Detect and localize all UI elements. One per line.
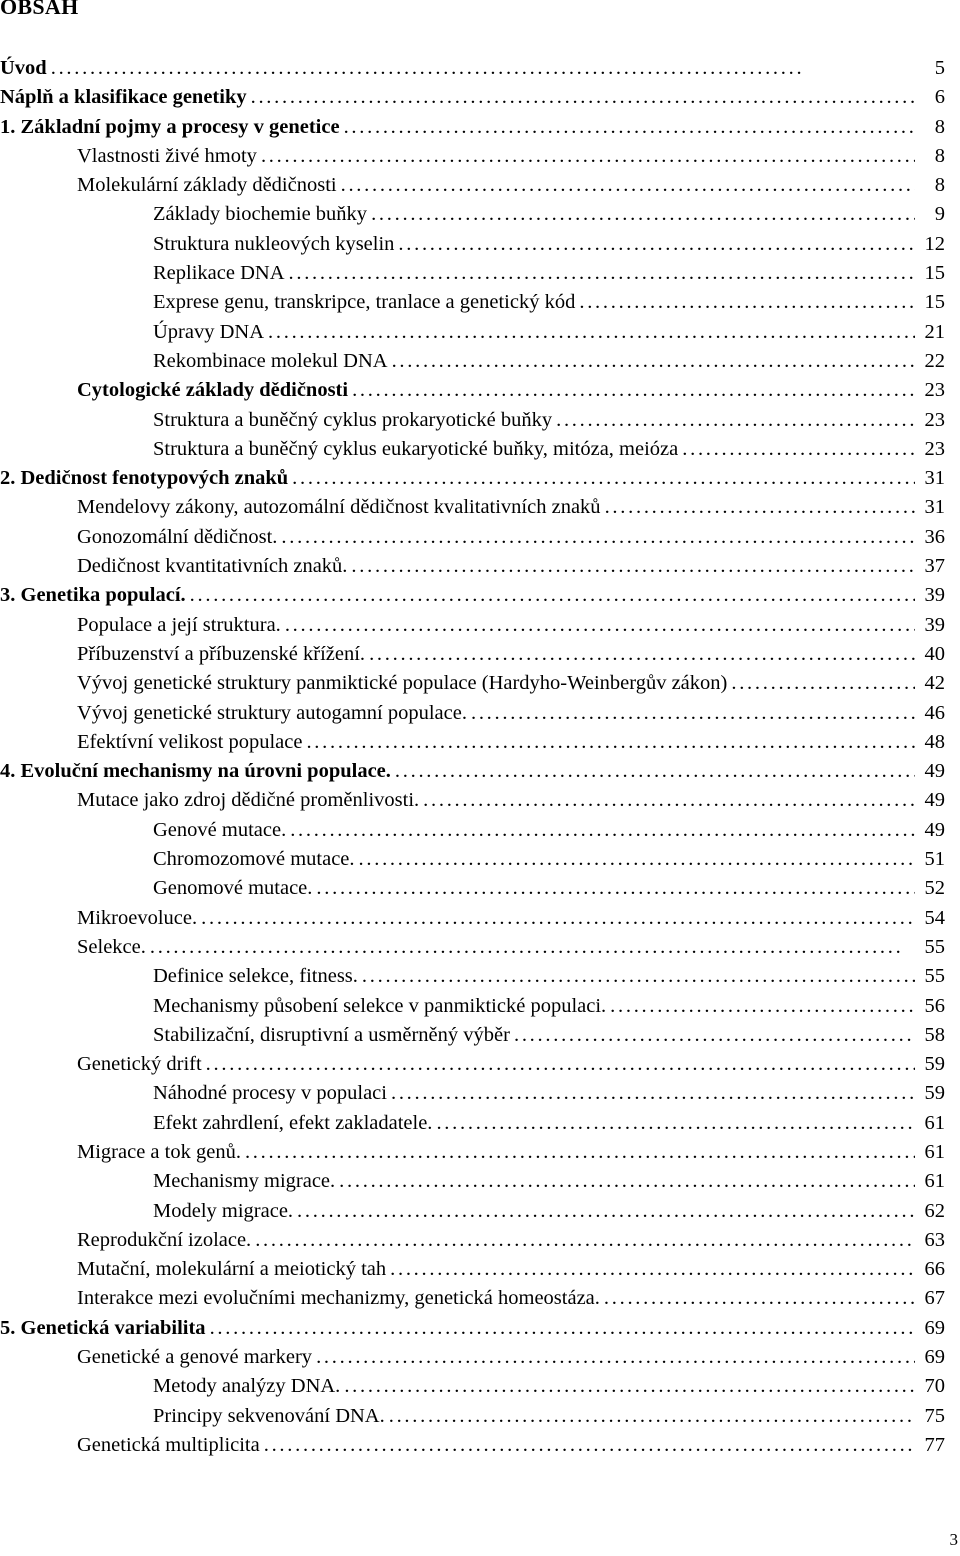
toc-entry-page: 31 <box>924 496 945 519</box>
toc-entry-label: Úpravy DNA <box>153 320 265 343</box>
toc-dot-leader <box>206 1050 915 1079</box>
toc-entry[interactable] <box>0 992 945 1021</box>
toc-dot-leader <box>390 1255 915 1284</box>
toc-entry-page: 55 <box>924 965 945 988</box>
toc-entry[interactable] <box>0 816 945 845</box>
toc-entry-page: 66 <box>924 1258 945 1281</box>
toc-entry-label: Efektívní velikost populace <box>77 730 303 753</box>
toc-entry[interactable] <box>0 1402 945 1431</box>
toc-entry-label: Definice selekce, fitness. <box>153 965 358 988</box>
toc-entry[interactable] <box>0 874 945 903</box>
toc-entry-page: 37 <box>924 555 945 578</box>
toc-entry-page: 23 <box>924 408 945 431</box>
toc-entry-label: Vlastnosti živé hmoty <box>77 144 257 167</box>
toc-entry-page: 21 <box>924 320 945 343</box>
toc-entry-label: Náplň a klasifikace genetiky <box>0 86 247 109</box>
toc-entry[interactable] <box>0 1255 945 1284</box>
toc-entry-label: Exprese genu, transkripce, tranlace a genetický kód <box>153 291 576 314</box>
toc-entry-page: 40 <box>924 642 945 665</box>
toc-dot-leader <box>351 552 915 581</box>
toc-entry-page: 61 <box>924 1140 945 1163</box>
toc-dot-leader <box>344 1372 915 1401</box>
toc-entry-page: 70 <box>924 1375 945 1398</box>
toc-entry-page: 6 <box>934 86 945 109</box>
toc-dot-leader <box>306 728 915 757</box>
toc-entry[interactable] <box>0 786 945 815</box>
toc-entry-label: Genomové mutace. <box>153 877 313 900</box>
toc-entry-page: 5 <box>934 57 945 79</box>
toc-entry-page: 23 <box>924 437 945 460</box>
toc-entry-page: 52 <box>924 877 945 900</box>
toc-entry-label: 3. Genetika populací. <box>0 584 186 607</box>
toc-entry-page: 23 <box>924 379 945 402</box>
toc-entry-page: 22 <box>924 349 945 372</box>
toc-dot-leader <box>150 933 915 962</box>
toc-entry[interactable] <box>0 1343 945 1372</box>
toc-entry-page: 39 <box>924 613 945 636</box>
toc-dot-leader <box>398 230 915 259</box>
toc-dot-leader <box>297 1197 915 1226</box>
toc-entry-page: 61 <box>924 1111 945 1134</box>
table-of-contents <box>0 54 945 1460</box>
toc-entry-label: Příbuzenství a příbuzenské křížení. <box>77 642 366 665</box>
toc-entry[interactable] <box>0 933 945 962</box>
toc-dot-leader <box>268 318 915 347</box>
toc-dot-leader <box>604 1284 915 1313</box>
toc-entry[interactable] <box>0 904 945 933</box>
toc-entry-label: 5. Genetická variabilita <box>0 1316 206 1339</box>
toc-entry-label: Replikace DNA <box>153 262 285 285</box>
toc-dot-leader <box>51 54 915 83</box>
toc-entry[interactable] <box>0 1021 945 1050</box>
toc-entry-page: 49 <box>924 760 945 783</box>
toc-entry-page: 49 <box>924 789 945 812</box>
toc-entry-label: Struktura a buněčný cyklus prokaryotické buňky <box>153 408 553 431</box>
toc-dot-leader <box>201 904 915 933</box>
toc-entry[interactable] <box>0 669 945 698</box>
toc-entry[interactable] <box>0 1314 945 1343</box>
toc-entry-page: 31 <box>924 467 945 490</box>
toc-entry-label: Interakce mezi evolučními mechanizmy, genetická homeostáza. <box>77 1287 600 1310</box>
toc-entry-label: Molekulární základy dědičnosti <box>77 174 337 197</box>
toc-entry-page: 59 <box>924 1053 945 1076</box>
toc-dot-leader <box>251 83 915 112</box>
toc-entry-label: Efekt zahrdlení, efekt zakladatele. <box>153 1111 433 1134</box>
page-number: 3 <box>949 1530 958 1549</box>
toc-entry-page: 56 <box>924 994 945 1017</box>
toc-dot-leader <box>316 874 915 903</box>
toc-entry[interactable] <box>0 845 945 874</box>
toc-dot-leader <box>281 523 915 552</box>
toc-entry[interactable] <box>0 171 945 200</box>
toc-entry-page: 39 <box>924 584 945 607</box>
toc-entry[interactable] <box>0 259 945 288</box>
toc-dot-leader <box>436 1109 915 1138</box>
toc-entry-label: Úvod <box>0 57 47 79</box>
toc-dot-leader <box>289 259 916 288</box>
toc-entry-label: Vývoj genetické struktury panmiktické populace (Hardyho-Weinbergův zákon) <box>77 672 728 695</box>
toc-dot-leader <box>395 757 915 786</box>
toc-entry-page: 48 <box>924 730 945 753</box>
toc-entry[interactable] <box>0 435 945 464</box>
toc-entry-label: Dedičnost kvantitativních znaků. <box>77 555 348 578</box>
toc-entry-label: Mendelovy zákony, autozomální dědičnost kvalitativních znaků <box>77 496 601 519</box>
toc-dot-leader <box>371 200 915 229</box>
toc-entry-page: 77 <box>924 1433 945 1456</box>
toc-entry-label: Mechanismy migrace. <box>153 1170 336 1193</box>
toc-entry-label: Genové mutace. <box>153 818 287 841</box>
toc-entry[interactable] <box>0 1284 945 1313</box>
toc-entry[interactable] <box>0 699 945 728</box>
toc-entry-page: 42 <box>924 672 945 695</box>
toc-entry-label: Vývoj genetické struktury autogamní populace. <box>77 701 467 724</box>
toc-entry-label: Reprodukční izolace. <box>77 1228 252 1251</box>
toc-dot-leader <box>362 962 915 991</box>
toc-dot-leader <box>389 1402 915 1431</box>
toc-dot-leader <box>731 669 915 698</box>
toc-entry-page: 36 <box>924 525 945 548</box>
toc-entry-page: 67 <box>924 1287 945 1310</box>
toc-entry-label: 2. Dedičnost fenotypových znaků <box>0 467 289 490</box>
toc-entry-page: 54 <box>924 906 945 929</box>
page-title: OBSAH <box>0 0 79 19</box>
toc-entry-label: Metody analýzy DNA. <box>153 1375 341 1398</box>
toc-entry-label: Genetické a genové markery <box>77 1346 313 1369</box>
toc-entry-label: Selekce. <box>77 935 146 958</box>
toc-entry[interactable] <box>0 493 945 522</box>
toc-dot-leader <box>261 142 915 171</box>
toc-dot-leader <box>392 347 915 376</box>
toc-entry-label: Chromozomové mutace. <box>153 848 355 871</box>
toc-entry-label: Cytologické základy dědičnosti <box>77 379 349 402</box>
toc-entry[interactable] <box>0 1197 945 1226</box>
toc-entry[interactable] <box>0 1050 945 1079</box>
toc-entry-page: 59 <box>924 1082 945 1105</box>
toc-entry[interactable] <box>0 54 945 83</box>
toc-dot-leader <box>369 640 915 669</box>
toc-entry-label: Struktura a buněčný cyklus eukaryotické buňky, mitóza, meióza <box>153 437 679 460</box>
toc-entry[interactable] <box>0 376 945 405</box>
toc-entry[interactable] <box>0 728 945 757</box>
toc-entry-label: Rekombinace molekul DNA <box>153 349 388 372</box>
toc-entry[interactable] <box>0 1079 945 1108</box>
toc-entry-page: 15 <box>924 262 945 285</box>
toc-dot-leader <box>514 1021 915 1050</box>
toc-dot-leader <box>391 1079 915 1108</box>
toc-dot-leader <box>341 171 915 200</box>
toc-entry[interactable] <box>0 142 945 171</box>
toc-entry-page: 12 <box>924 232 945 255</box>
toc-dot-leader <box>339 1167 915 1196</box>
toc-dot-leader <box>359 845 915 874</box>
toc-entry-label: Migrace a tok genů. <box>77 1140 241 1163</box>
toc-entry-label: Stabilizační, disruptivní a usměrněný výběr <box>153 1023 510 1046</box>
toc-entry-page: 58 <box>924 1023 945 1046</box>
toc-dot-leader <box>471 699 915 728</box>
toc-entry[interactable] <box>0 464 945 493</box>
toc-entry-page: 75 <box>924 1404 945 1427</box>
toc-entry[interactable] <box>0 318 945 347</box>
toc-dot-leader <box>556 406 915 435</box>
toc-entry-label: Mechanismy působení selekce v panmiktické populaci. <box>153 994 607 1017</box>
toc-entry[interactable] <box>0 200 945 229</box>
toc-dot-leader <box>605 493 915 522</box>
toc-dot-leader <box>210 1314 915 1343</box>
toc-entry-label: Základy biochemie buňky <box>153 203 368 226</box>
toc-entry[interactable] <box>0 406 945 435</box>
toc-dot-leader <box>292 464 915 493</box>
toc-entry-page: 62 <box>924 1199 945 1222</box>
toc-entry-page: 49 <box>924 818 945 841</box>
toc-entry-page: 69 <box>924 1346 945 1369</box>
toc-entry[interactable] <box>0 611 945 640</box>
toc-entry[interactable] <box>0 288 945 317</box>
toc-dot-leader <box>245 1138 915 1167</box>
toc-entry-page: 15 <box>924 291 945 314</box>
toc-dot-leader <box>352 376 915 405</box>
toc-entry[interactable] <box>0 581 945 610</box>
toc-entry-page: 8 <box>934 144 945 167</box>
toc-entry[interactable] <box>0 113 945 142</box>
toc-entry-page: 63 <box>924 1228 945 1251</box>
toc-entry-page: 69 <box>924 1316 945 1339</box>
toc-entry[interactable] <box>0 1109 945 1138</box>
toc-entry-label: Modely migrace. <box>153 1199 294 1222</box>
toc-entry[interactable] <box>0 962 945 991</box>
toc-dot-leader <box>255 1226 915 1255</box>
toc-entry-page: 51 <box>924 848 945 871</box>
toc-entry-page: 9 <box>934 203 945 226</box>
toc-entry-label: Struktura nukleových kyselin <box>153 232 395 255</box>
toc-entry-label: 1. Základní pojmy a procesy v genetice <box>0 115 340 138</box>
toc-entry[interactable] <box>0 1226 945 1255</box>
toc-entry-label: 4. Evoluční mechanismy na úrovni populace. <box>0 760 391 783</box>
toc-entry[interactable] <box>0 640 945 669</box>
toc-dot-leader <box>285 611 915 640</box>
toc-entry[interactable] <box>0 1372 945 1401</box>
toc-entry-label: Mutace jako zdroj dědičné proměnlivosti. <box>77 789 420 812</box>
toc-dot-leader <box>610 992 915 1021</box>
toc-entry[interactable] <box>0 1167 945 1196</box>
toc-dot-leader <box>423 786 915 815</box>
toc-dot-leader <box>579 288 915 317</box>
toc-entry-label: Náhodné procesy v populaci <box>153 1082 387 1105</box>
toc-entry-page: 8 <box>934 174 945 197</box>
toc-entry-label: Genetická multiplicita <box>77 1433 260 1456</box>
toc-entry[interactable] <box>0 1431 945 1460</box>
toc-entry-label: Mikroevoluce. <box>77 906 198 929</box>
toc-entry-page: 61 <box>924 1170 945 1193</box>
toc-entry-page: 46 <box>924 701 945 724</box>
toc-entry[interactable] <box>0 552 945 581</box>
toc-entry[interactable] <box>0 757 945 786</box>
toc-entry[interactable] <box>0 83 945 112</box>
toc-dot-leader <box>290 816 915 845</box>
toc-entry-label: Populace a její struktura. <box>77 613 281 636</box>
toc-entry-label: Mutační, molekulární a meiotický tah <box>77 1258 387 1281</box>
toc-dot-leader <box>344 113 915 142</box>
toc-entry[interactable] <box>0 1138 945 1167</box>
toc-entry[interactable] <box>0 230 945 259</box>
toc-entry-page: 55 <box>924 935 945 958</box>
toc-dot-leader <box>264 1431 915 1460</box>
toc-entry-label: Genetický drift <box>77 1053 202 1076</box>
toc-entry-page: 8 <box>934 115 945 138</box>
toc-entry-label: Gonozomální dědičnost. <box>77 525 278 548</box>
toc-dot-leader <box>190 581 915 610</box>
toc-dot-leader <box>682 435 915 464</box>
toc-entry[interactable] <box>0 347 945 376</box>
toc-dot-leader <box>316 1343 915 1372</box>
toc-entry-label: Principy sekvenování DNA. <box>153 1404 385 1427</box>
toc-entry[interactable] <box>0 523 945 552</box>
